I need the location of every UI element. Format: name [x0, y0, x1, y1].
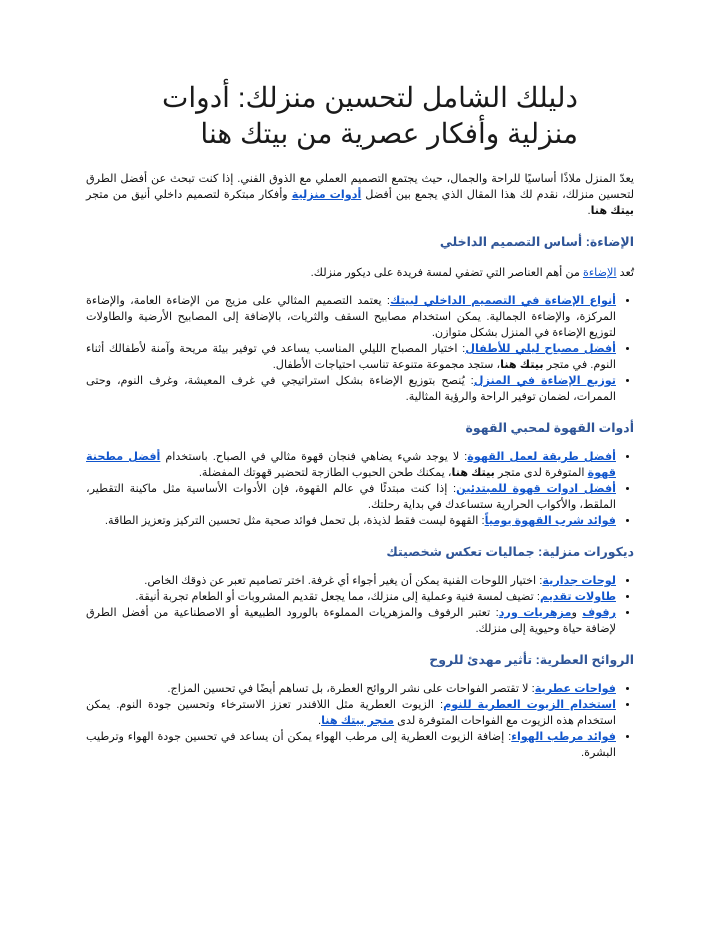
coffee-grinder-link[interactable]: أفضل مطحنة قهوة [86, 451, 616, 479]
item-text: : القهوة ليست فقط لذيذة، بل تحمل فوائد صحية مثل تحسين التركيز وتعزيز الطاقة. [104, 515, 485, 527]
lighting-list [86, 293, 634, 405]
item-text: : لا يوجد شيء يضاهي فنجان قهوة مثالي في الصباح. باستخدام [160, 451, 468, 463]
essential-oils-sleep-link[interactable]: استخدام الزيوت العطرية للنوم [443, 699, 616, 711]
page-title: دليلك الشامل لتحسين منزلك: أدوات منزلية وأفكار عصرية من بيتك هنا [162, 82, 578, 149]
humidifier-benefits-link[interactable]: فوائد مرطب الهواء [511, 731, 616, 743]
list-item [86, 605, 616, 637]
list-item [86, 589, 616, 605]
scents-list [86, 681, 634, 761]
diffusers-link[interactable]: فواحات عطرية [534, 683, 616, 695]
home-tools-link[interactable]: أدوات منزلية [291, 189, 362, 201]
item-text-2: : تعتبر الرفوف والمزهريات المملوءة بالورود الطبيعية أو الاصطناعية من أفضل الطرق لإضافة حياة وحيوية إلى منزلك. [86, 607, 616, 635]
coffee-list [86, 449, 634, 529]
shelves-link[interactable]: رفوف [582, 607, 617, 619]
section-heading-decor: ديكورات منزلية: جماليات تعكس شخصيتك [386, 545, 634, 559]
lighting-distribution-link[interactable]: توزيع الإضاءة في المنزل [473, 375, 616, 387]
night-lamp-link[interactable]: أفضل مصباح ليلي للأطفال [465, 343, 616, 355]
item-text: : لا تقتصر الفواحات على نشر الروائح العطرة، بل تساهم أيضًا في تحسين المزاج. [167, 683, 535, 695]
best-coffee-method-link[interactable]: أفضل طريقة لعمل القهوة [467, 451, 616, 463]
decor-list [86, 573, 634, 637]
brand-name: بيتك هنا [500, 359, 544, 371]
list-item [86, 681, 616, 697]
brand-name: بيتك هنا [451, 467, 495, 479]
item-text: : الزيوت العطرية مثل اللافندر تعزز الاسترخاء وتحسين جودة النوم. يمكن استخدام هذه الزيوت مع الفواحات المتوفرة لدى [86, 699, 616, 727]
intro-text-3: . [587, 205, 591, 217]
item-text: : إضافة الزيوت العطرية إلى مرطب الهواء يمكن أن يساعد في تحسين جودة الهواء وترطيب البشرة. [86, 731, 616, 759]
item-text: و [571, 607, 583, 619]
list-item [86, 697, 616, 729]
section-heading-coffee: أدوات القهوة لمحبي القهوة [465, 421, 634, 435]
lighting-lead [86, 265, 634, 281]
store-link[interactable]: متجر بيتك هنا [321, 715, 395, 727]
item-text: : تضيف لمسة فنية وعملية إلى منزلك، مما يجعل تقديم المشروبات أو الطعام تجربة أنيقة. [135, 591, 540, 603]
list-item [86, 729, 616, 761]
item-text: : اختيار المصباح الليلي المناسب يساعد في توفير بيئة مريحة وآمنة لأطفالك أثناء النوم. في متجر [86, 343, 616, 371]
list-item [86, 481, 616, 513]
vases-link[interactable]: مزهريات ورد [498, 607, 572, 619]
list-item [86, 341, 616, 373]
article [86, 80, 634, 761]
item-text-2: المتوفرة لدى متجر [494, 467, 588, 479]
serving-tables-link[interactable]: طاولات تقديم [539, 591, 616, 603]
list-item [86, 449, 616, 481]
item-text: : يعتمد التصميم المثالي على مزيج من الإضاءة العامة، والإضاءة المركزة، والإضاءة الجمالية. يمكن استخدام مصابيح السقف والثريات، بالإضافة إلى المصابيح الأرضية والطاولات لتوزيع الإضاءة في المنزل بشكل متوازن. [86, 295, 616, 339]
list-item [86, 293, 616, 341]
lighting-link[interactable]: الإضاءة [582, 267, 617, 279]
item-text-2: . [317, 715, 322, 727]
list-item [86, 573, 616, 589]
item-text: : اختيار اللوحات الفنية يمكن أن يغير أجواء أي غرفة. اختر تصاميم تعبر عن ذوقك الخاص. [144, 575, 543, 587]
coffee-benefits-link[interactable]: فوائد شرب القهوة يومياً [484, 515, 616, 527]
section-heading-lighting: الإضاءة: أساس التصميم الداخلي [439, 235, 634, 249]
intro-text-2: وأفكار مبتكرة لتصميم داخلي أنيق من متجر [86, 189, 292, 201]
lead-text: تُعد [616, 267, 634, 279]
lead-text-2: من أهم العناصر التي تضفي لمسة فريدة على ديكور منزلك. [310, 267, 583, 279]
item-text: : إذا كنت مبتدئًا في عالم القهوة، فإن الأدوات الأساسية مثل ماكينة التقطير، الملقط، والأكواب الحرارية ستساعدك في بداية رحلتك. [86, 483, 616, 511]
item-text-2: ، ستجد مجموعة متنوعة تناسب احتياجات الأطفال. [272, 359, 501, 371]
intro-text: يعدّ المنزل ملاذًا أساسيًا للراحة والجمال، حيث يجتمع التصميم العملي مع الذوق الفني. إذا كنت تبحث عن أفضل الطرق لتحسين منزلك، نقدم لك هذا المقال الذي يجمع بين أفضل [86, 173, 634, 201]
item-text-3: ، يمكنك طحن الحبوب الطازجة لتحضير قهوتك المفضلة. [198, 467, 452, 479]
wall-art-link[interactable]: لوحات جدارية [542, 575, 616, 587]
list-item [86, 513, 616, 529]
section-heading-scents: الروائح العطرية: تأثير مهدئ للروح [429, 653, 634, 667]
beginner-coffee-tools-link[interactable]: أفضل ادوات قهوة للمبتدئين [456, 483, 616, 495]
intro-paragraph [86, 171, 634, 219]
item-text: : يُنصح بتوزيع الإضاءة بشكل استراتيجي في غرف المعيشة، وغرف النوم، وحتى الممرات، لضمان توفير الراحة والرؤية المثالية. [86, 375, 616, 403]
list-item [86, 373, 616, 405]
lighting-types-link[interactable]: أنواع الإضاءة في التصميم الداخلي لبيتك [390, 295, 617, 307]
brand-name: بيتك هنا [590, 205, 634, 217]
